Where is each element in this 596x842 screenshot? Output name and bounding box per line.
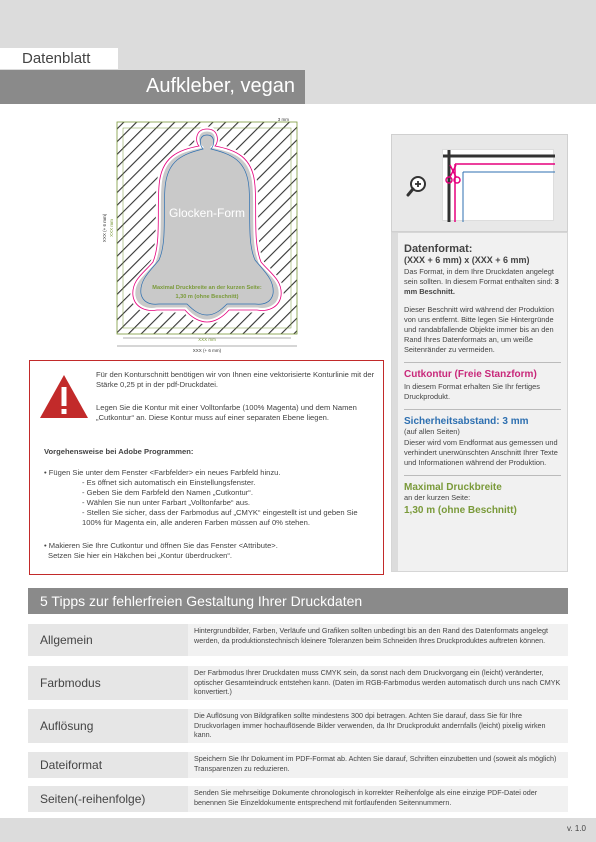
cutkontur-text: In diesem Format erhalten Sie Ihr fertiges Druckprodukt. xyxy=(404,381,540,401)
tip-row-allgemein xyxy=(28,624,568,656)
datenformat-text: Das Format, in dem Ihre Druckdaten angelegt sein sollten. In diesem Format enthalten sind: 3 mm Beschnitt. xyxy=(404,267,559,296)
max-width-line2: 1,30 m (ohne Beschnitt) xyxy=(175,294,239,300)
cutkontur-title: Cutkontur (Freie Stanzform) xyxy=(404,368,537,380)
corner-lines xyxy=(443,150,555,222)
step-2a: Setzen Sie hier ein Häkchen bei „Kontur überdrucken“. xyxy=(48,551,233,560)
tip-row-dateiformat xyxy=(28,752,568,778)
tip-label: Seiten(-reihenfolge) xyxy=(28,786,188,812)
instruction-p2: Legen Sie die Kontur mit einer Volltonfarbe (100% Magenta) und dem Namen „Cutkontur“ an. Diese Kontur muss auf einer separaten Ebene liegen. xyxy=(96,403,357,423)
instruction-p1: Für den Konturschnitt benötigen wir von Ihnen eine vektorisierte Konturlinie mit der Stärke 0,25 pt in der pdf-Druckdatei. xyxy=(96,370,375,390)
step-1a: - Es öffnet sich automatisch ein Einstellungsfenster. xyxy=(82,478,256,487)
tip-label: Farbmodus xyxy=(28,666,188,700)
dim-xxx-bottom: XXX mm xyxy=(198,337,216,342)
tip-text: Der Farbmodus Ihrer Druckdaten muss CMYK sein, da sonst nach dem Druckvorgang ein (leicht) veränderter, optischer Gesamteindruck entstehen kann. (Daten im RGB-Farbmodus werden automatisch durch uns nach CMYK konvertiert.) xyxy=(188,666,568,700)
tip-label: Dateiformat xyxy=(28,752,188,778)
tip-text: Hintergrundbilder, Farben, Verläufe und Grafiken sollten unbedingt bis an den Rand des Datenformats angelegt werden, da produktionstechnisch kleinere Toleranzen beim Schneiden Ihres Druckproduktes auftreten können. xyxy=(188,624,568,656)
format-info-column xyxy=(391,232,568,572)
max-width-line1: Maximal Druckbreite an der kurzen Seite: xyxy=(152,285,262,291)
tips-title-bar xyxy=(28,588,568,614)
tips-title: 5 Tipps zur fehlerfreien Gestaltung Ihrer Druckdaten xyxy=(40,593,363,609)
page-title: Aufkleber, vegan xyxy=(146,75,295,97)
tip-row-aufloesung xyxy=(28,709,568,743)
tip-text: Speichern Sie Ihr Dokument im PDF-Format ab. Achten Sie darauf, Schriften einzubetten und (soweit als möglich) Transparenzen zu reduzieren. xyxy=(188,752,568,778)
tip-label: Allgemein xyxy=(28,624,188,656)
dim-xxx6-side: XXX (+ 6 mm) xyxy=(102,213,107,243)
dim-xxx6-bottom: XXX (+ 6 mm) xyxy=(192,348,222,353)
divider xyxy=(404,409,561,410)
step-1b: - Geben Sie dem Farbfeld den Namen „Cutkontur“. xyxy=(82,488,253,497)
maxbreite-title: Maximal Druckbreite xyxy=(404,481,502,493)
cutkontur-instructions-box xyxy=(29,360,384,575)
datenformat-title: Datenformat: xyxy=(404,243,473,255)
divider xyxy=(404,475,561,476)
shape-label: Glocken-Form xyxy=(168,206,246,220)
datenformat-formula: (XXX + 6 mm) x (XXX + 6 mm) xyxy=(404,255,530,265)
title-bar xyxy=(0,70,305,104)
version-label: v. 1.0 xyxy=(567,824,586,833)
step-2: • Makieren Sie Ihre Cutkontur und öffnen Sie das Fenster <Attribute>. xyxy=(44,541,278,550)
step-1c: - Wählen Sie nun unter Farbart „Volltonfarbe“ aus. xyxy=(82,498,250,507)
tip-row-seitenreihenfolge xyxy=(28,786,568,812)
tip-row-farbmodus xyxy=(28,666,568,700)
corner-detail-image xyxy=(442,149,554,221)
footer-bar xyxy=(0,818,596,842)
tip-text: Die Auflösung von Bildgrafiken sollte mindestens 300 dpi betragen. Achten Sie darauf, dass Sie für Ihre Druckvorlagen immer hochauflösende Bilder verwenden, da Ihr Druckprodukt andernfalls (leicht) pixelig wirken kann. xyxy=(188,709,568,743)
tip-text: Senden Sie mehrseitige Dokumente chronologisch in korrekter Reihenfolge als eine einzige PDF-Datei oder benennen Sie Einzeldokumente entsprechend mit fortlaufenden Seitennummern. xyxy=(188,786,568,812)
tip-label: Auflösung xyxy=(28,709,188,743)
beschnitt-text: Dieser Beschnitt wird während der Produktion von uns entfernt. Bitte legen Sie Hintergründe und randabfallende Objekte immer bis an den Rand Ihres Datenformats an, um weiße Seitenränder zu vermeiden. xyxy=(404,304,554,354)
scissors-icon xyxy=(444,163,462,185)
sicherheit-text: Dieser wird vom Endformat aus gemessen und verhindert unerwünschten Anschnitt Ihrer Texte und Informationen während der Produktion. xyxy=(404,437,558,467)
adobe-heading: Vorgehensweise bei Adobe Programmen: xyxy=(44,447,194,456)
zoom-in-icon xyxy=(406,175,428,197)
dim-3mm: 3 mm xyxy=(277,117,289,122)
step-1: • Fügen Sie unter dem Fenster <Farbfelder> ein neues Farbfeld hinzu. xyxy=(44,468,281,477)
bell-shape-diagram xyxy=(95,112,310,357)
dim-xxx-side: XXX mm xyxy=(109,219,114,237)
sicherheit-sub: (auf allen Seiten) xyxy=(404,426,460,436)
corner-detail-panel xyxy=(391,134,568,232)
warning-icon xyxy=(38,373,90,421)
maxbreite-value: 1,30 m (ohne Beschnitt) xyxy=(404,504,517,516)
datenblatt-tab xyxy=(0,48,118,69)
sicherheit-title: Sicherheitsabstand: 3 mm xyxy=(404,415,529,427)
step-1d: - Stellen Sie sicher, dass der Farbmodus auf „CMYK“ eingestellt ist und geben Sie 100% für Magenta ein, alle anderen Farben müssen auf 0% stehen. xyxy=(82,508,358,528)
datenblatt-label: Datenblatt xyxy=(22,50,91,67)
maxbreite-sub: an der kurzen Seite: xyxy=(404,492,471,502)
divider xyxy=(404,362,561,363)
